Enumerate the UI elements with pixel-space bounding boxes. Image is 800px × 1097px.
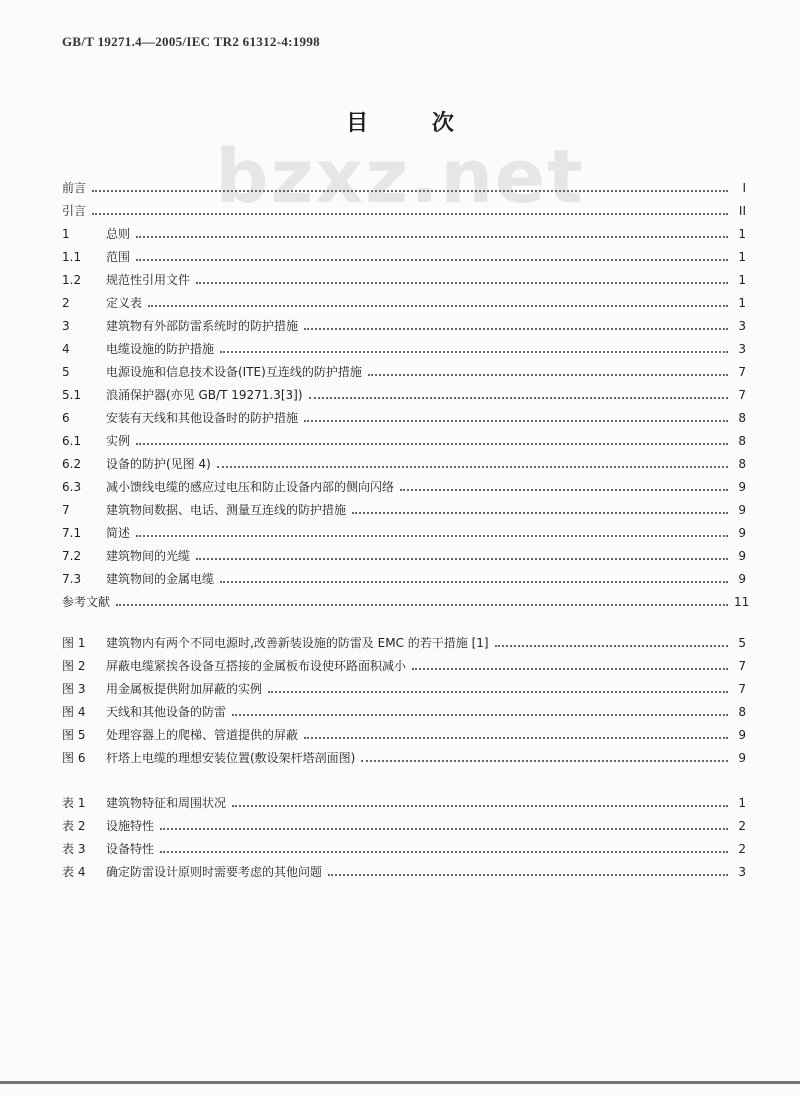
toc-entry	[62, 651, 746, 673]
toc-entry-label: 建筑物间数据、电话、测量互连线的防护措施	[106, 503, 347, 517]
toc-entry-page: 1	[738, 273, 746, 287]
toc-entry	[62, 788, 746, 810]
watermark: bzxz.net	[215, 134, 585, 220]
toc-entry-number: 表 3	[62, 842, 86, 856]
toc-entry-label: 简述	[106, 526, 131, 540]
toc-entry-label: 安装有天线和其他设备时的防护措施	[106, 411, 299, 425]
toc-leader-dots	[92, 213, 728, 215]
toc-entry-label: 电缆设施的防护措施	[106, 342, 215, 356]
toc-entry-label: 处理容器上的爬梯、管道提供的屏蔽	[106, 728, 299, 742]
toc-leader-dots	[304, 328, 728, 330]
toc-entry-label: 规范性引用文件	[106, 273, 191, 287]
toc-leader-dots	[220, 581, 728, 583]
toc-leader-dots	[400, 489, 728, 491]
toc-leader-dots	[136, 259, 728, 261]
toc-entry-page: 7	[738, 365, 746, 379]
toc-entry-page: 3	[738, 342, 746, 356]
toc-leader-dots	[495, 645, 728, 647]
toc-entry-page: 3	[738, 319, 746, 333]
toc-entry-page: II	[738, 204, 746, 218]
toc-leader-dots	[232, 714, 728, 716]
toc-entry-number: 图 4	[62, 705, 86, 719]
toc-entry	[62, 242, 746, 264]
toc-entry	[62, 403, 746, 425]
toc-leader-dots	[92, 190, 728, 192]
toc-entry-page: 2	[738, 819, 746, 833]
toc-entry-page: 8	[738, 457, 746, 471]
toc-entry-label: 总则	[106, 227, 131, 241]
page-title: 目 次	[346, 110, 482, 136]
toc-entry-label: 建筑物特征和周围状况	[106, 796, 227, 810]
toc-leader-dots	[361, 760, 728, 762]
toc-entry-number: 5.1	[62, 388, 82, 402]
toc-entry	[62, 857, 746, 879]
toc-entry-label: 电源设施和信息技术设备(ITE)互连线的防护措施	[106, 365, 362, 379]
toc-entry-page: 8	[738, 705, 746, 719]
toc-entry	[62, 834, 746, 856]
toc-entry-label: 杆塔上电缆的理想安装位置(敷设架杆塔剖面图)	[106, 751, 356, 765]
toc-entry	[62, 426, 746, 448]
toc-entry	[62, 743, 746, 765]
toc-entry-number: 图 6	[62, 751, 86, 765]
toc-entry-number: 6.1	[62, 434, 82, 448]
toc-entry-page: 9	[738, 751, 746, 765]
toc-leader-dots	[160, 851, 728, 853]
toc-entry	[62, 541, 746, 563]
toc-leader-dots	[116, 604, 728, 606]
toc-entry-page: 9	[738, 572, 746, 586]
toc-entry	[62, 495, 746, 517]
toc-leader-dots	[136, 443, 728, 445]
toc-entry	[62, 173, 746, 195]
toc-entry-page: 1	[738, 227, 746, 241]
toc-entry-number: 7	[62, 503, 70, 517]
toc-entry-label: 建筑物内有两个不同电源时,改善新装设施的防雷及 EMC 的若干措施 [1]	[106, 636, 489, 650]
toc-entry	[62, 674, 746, 696]
toc-entry-number: 6.2	[62, 457, 82, 471]
toc-entry-page: 8	[738, 411, 746, 425]
toc-entry-number: 表 4	[62, 865, 86, 879]
toc-entry-number: 2	[62, 296, 70, 310]
toc-entry-page: 11	[734, 595, 750, 609]
toc-leader-dots	[304, 420, 728, 422]
toc-entry-page: 9	[738, 549, 746, 563]
toc-entry	[62, 587, 750, 609]
toc-leader-dots	[136, 236, 728, 238]
toc-leader-dots	[196, 282, 728, 284]
toc-entry-page: 5	[738, 636, 746, 650]
toc-entry-label: 参考文献	[62, 595, 111, 609]
toc-leader-dots	[309, 397, 728, 399]
toc-entry	[62, 288, 746, 310]
toc-entry-label: 定义表	[106, 296, 143, 310]
toc-entry-label: 建筑物间的光缆	[106, 549, 191, 563]
toc-entry-number: 1.1	[62, 250, 82, 264]
toc-entry-label: 设施特性	[106, 819, 155, 833]
toc-entry	[62, 697, 746, 719]
toc-entry-label: 设备的防护(见图 4)	[106, 457, 211, 471]
toc-entry-number: 表 2	[62, 819, 86, 833]
toc-entry-label: 减小馈线电缆的感应过电压和防止设备内部的侧向闪络	[106, 480, 395, 494]
toc-entry	[62, 380, 746, 402]
toc-entry	[62, 518, 746, 540]
toc-entry-number: 7.2	[62, 549, 82, 563]
toc-entry	[62, 449, 746, 471]
toc-entry	[62, 720, 746, 742]
toc-entry-number: 7.3	[62, 572, 82, 586]
toc-entry-label: 建筑物有外部防雷系统时的防护措施	[106, 319, 299, 333]
toc-entry-page: 7	[738, 388, 746, 402]
toc-entry-label: 前言	[62, 181, 87, 195]
toc-entry-page: 1	[738, 296, 746, 310]
toc-leader-dots	[148, 305, 728, 307]
toc-entry-label: 设备特性	[106, 842, 155, 856]
toc-entry	[62, 628, 746, 650]
toc-leader-dots	[160, 828, 728, 830]
toc-entry-number: 图 5	[62, 728, 86, 742]
toc-leader-dots	[196, 558, 728, 560]
toc-leader-dots	[136, 535, 728, 537]
toc-entry-page: 1	[738, 796, 746, 810]
toc-entry-label: 屏蔽电缆紧挨各设备互搭接的金属板布设使环路面积减小	[106, 659, 407, 673]
toc-entry-page: 2	[738, 842, 746, 856]
toc-entry	[62, 357, 746, 379]
standard-id-header: GB/T 19271.4—2005/IEC TR2 61312-4:1998	[62, 34, 320, 49]
toc-entry-page: 9	[738, 503, 746, 517]
toc-entry-label: 引言	[62, 204, 87, 218]
toc-entry-page: 3	[738, 865, 746, 879]
toc-entry-number: 表 1	[62, 796, 86, 810]
toc-entry-label: 用金属板提供附加屏蔽的实例	[106, 682, 263, 696]
toc-entry-page: 9	[738, 480, 746, 494]
toc-entry	[62, 472, 746, 494]
toc-entry-page: 1	[738, 250, 746, 264]
toc-entry-page: 9	[738, 728, 746, 742]
toc-entry-number: 1	[62, 227, 70, 241]
toc-entry	[62, 334, 746, 356]
toc-entry-number: 1.2	[62, 273, 82, 287]
toc-leader-dots	[268, 691, 728, 693]
toc-entry-page: 8	[738, 434, 746, 448]
toc-leader-dots	[352, 512, 728, 514]
toc-entry	[62, 564, 746, 586]
toc-leader-dots	[328, 874, 728, 876]
toc-entry-number: 6.3	[62, 480, 82, 494]
toc-entry	[62, 219, 746, 241]
toc-entry-number: 图 2	[62, 659, 86, 673]
toc-leader-dots	[368, 374, 728, 376]
toc-entry-label: 天线和其他设备的防雷	[106, 705, 227, 719]
toc-entry	[62, 265, 746, 287]
toc-leader-dots	[217, 466, 728, 468]
toc-entry	[62, 811, 746, 833]
toc-entry-page: 7	[738, 682, 746, 696]
toc-entry-number: 5	[62, 365, 70, 379]
toc-leader-dots	[232, 805, 728, 807]
toc-entry-page: 7	[738, 659, 746, 673]
toc-entry-number: 图 1	[62, 636, 86, 650]
toc-entry	[62, 311, 746, 333]
toc-entry-page: I	[742, 181, 746, 195]
toc-entry-number: 图 3	[62, 682, 86, 696]
toc-entry	[62, 196, 746, 218]
toc-leader-dots	[304, 737, 728, 739]
toc-entry-label: 实例	[106, 434, 131, 448]
toc-entry-number: 6	[62, 411, 70, 425]
toc-leader-dots	[412, 668, 728, 670]
footer-rule	[0, 1081, 800, 1084]
toc-entry-label: 确定防雷设计原则时需要考虑的其他问题	[106, 865, 323, 879]
toc-entry-number: 4	[62, 342, 70, 356]
toc-entry-label: 浪涌保护器(亦见 GB/T 19271.3[3])	[106, 388, 303, 402]
toc-entry-number: 3	[62, 319, 70, 333]
toc-entry-page: 9	[738, 526, 746, 540]
toc-entry-number: 7.1	[62, 526, 82, 540]
toc-entry-label: 范围	[106, 250, 131, 264]
toc-entry-label: 建筑物间的金属电缆	[106, 572, 215, 586]
toc-leader-dots	[220, 351, 728, 353]
